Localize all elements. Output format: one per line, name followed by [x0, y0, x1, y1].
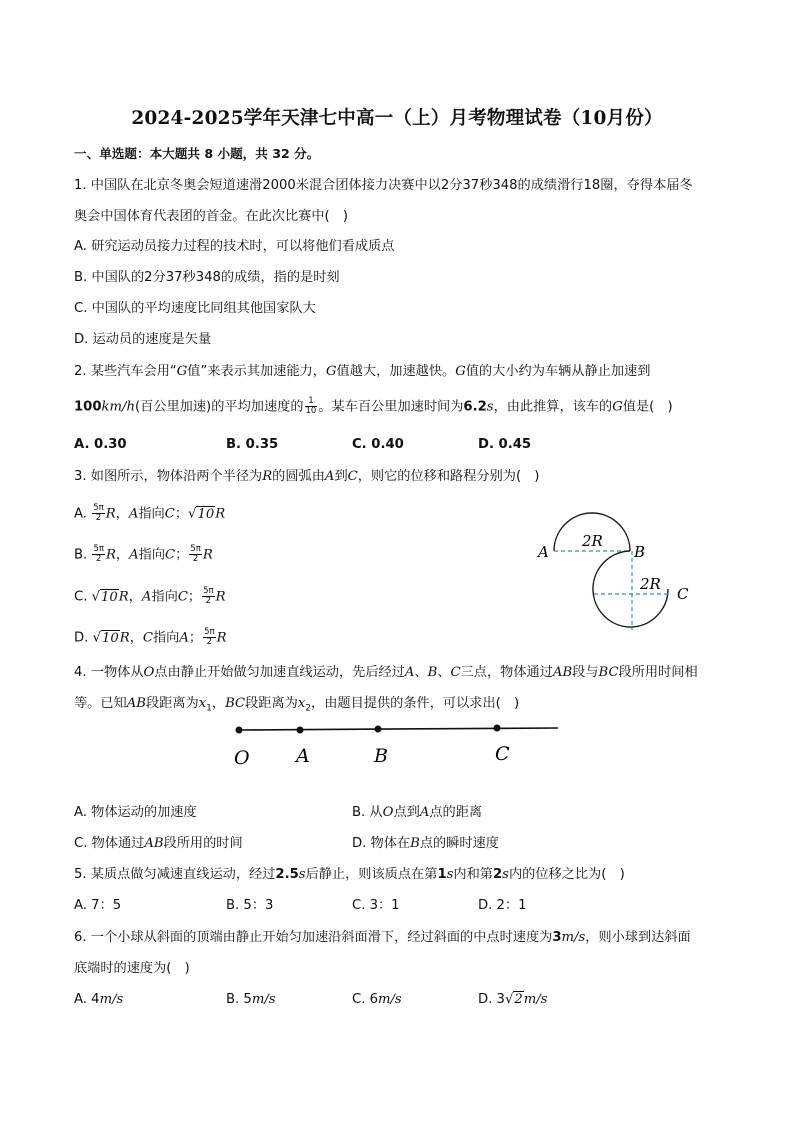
q5-option-a: A. 7：5 [74, 898, 122, 913]
q5-option-d: D. 2：1 [478, 898, 527, 913]
q4-option-a: A. 物体运动的加速度 [74, 805, 197, 820]
fraction-one-tenth: $\frac{1}{10}$ [305, 396, 317, 416]
fig-label-radius-upper: 2R [582, 532, 603, 550]
point-a [297, 727, 304, 734]
q4-stem-line2: 等。已知AB段距离为$x_1$，BC段距离为$x_2$，由题目提供的条件，可以求出( ) [74, 696, 520, 714]
q1-option-c: C. 中国队的平均速度比同组其他国家队大 [74, 301, 316, 316]
q3-stem: 3. 如图所示，物体沿两个半径为R的圆弧由A到C，则它的位移和路程分别为( ) [74, 469, 540, 484]
fig-label-a: A [538, 543, 549, 561]
q3-option-b: B. $\frac{5\pi}{2}$ R，A指向C； $\frac{5\pi}{2}$ R [74, 544, 213, 564]
fig-label-b: B [634, 543, 646, 561]
point-b [375, 726, 382, 733]
q6-option-a: A. 4m/s [74, 992, 124, 1007]
q1-stem-line1: 1. 中国队在北京冬奥会短道速滑2000米混合团体接力决赛中以2分37秒348的成绩滑行18圈，夺得本届冬 [74, 178, 693, 193]
q1-option-a: A. 研究运动员接力过程的技术时，可以将他们看成质点 [74, 239, 395, 254]
q1-option-d: D. 运动员的速度是矢量 [74, 332, 212, 347]
line-label-b: B [374, 745, 388, 767]
q4-option-c: C. 物体通过AB段所用的时间 [74, 836, 243, 851]
q4-stem-line1: 4. 一物体从O点由静止开始做匀加速直线运动，先后经过A、B、C三点，物体通过AB段与BC段所用时间相 [74, 665, 698, 680]
line-label-a: A [296, 745, 310, 767]
q2-stem-line1: 2. 某些汽车会用“G值”来表示其加速能力，G值越大，加速越快。G值的大小约为车辆从静止加速到 [74, 364, 651, 379]
q4-option-d: D. 物体在B点的瞬时速度 [352, 836, 499, 851]
q5-stem: 5. 某质点做匀减速直线运动，经过2.5s后静止，则该质点在第1s内和第2s内的位移之比为( ) [74, 867, 625, 882]
q2-stem-line2: 100km/h(百公里加速)的平均加速度的 $\frac{1}{10}$ 。某车百公里加速时间为6.2s，由此推算，该车的G值是( ) [74, 396, 673, 416]
q2-option-b: B. 0.35 [226, 437, 279, 452]
fig-label-radius-lower: 2R [640, 575, 661, 593]
q6-stem-line1: 6. 一个小球从斜面的顶端由静止开始匀加速沿斜面滑下，经过斜面的中点时速度为3m/s，则小球到达斜面 [74, 930, 691, 945]
q4-line-figure [225, 718, 565, 773]
point-c [494, 725, 501, 732]
q6-option-b: B. 5m/s [226, 992, 276, 1007]
q3-arc-figure [530, 505, 700, 635]
q2-option-a: A. 0.30 [74, 437, 127, 452]
q6-option-c: C. 6m/s [352, 992, 402, 1007]
point-o [236, 727, 243, 734]
q3-option-d: D. √10R，C指向A； $\frac{5\pi}{2}$ R [74, 627, 227, 647]
q6-option-d: D. 3√2m/s [478, 992, 548, 1007]
q3-option-a: A. $\frac{5\pi}{2}$ R，A指向C；√10R [74, 503, 226, 523]
section-heading: 一、单选题：本大题共 8 小题，共 32 分。 [74, 146, 320, 161]
q1-option-b: B. 中国队的2分37秒348的成绩，指的是时刻 [74, 270, 340, 285]
q6-stem-line2: 底端时的速度为( ) [74, 961, 190, 976]
q3-option-c: C. √10R，A指向C； $\frac{5\pi}{2}$ R [74, 586, 226, 606]
q2-option-d: D. 0.45 [478, 437, 532, 452]
q4-option-b: B. 从O点到A点的距离 [352, 805, 483, 820]
q5-option-c: C. 3：1 [352, 898, 400, 913]
line-label-o: O [234, 747, 250, 769]
line-label-c: C [495, 743, 510, 765]
fig-label-c: C [677, 585, 689, 603]
motion-line [237, 728, 558, 730]
q2-option-c: C. 0.40 [352, 437, 404, 452]
q1-stem-line2: 奥会中国体育代表团的首金。在此次比赛中( ) [74, 209, 349, 224]
q5-option-b: B. 5：3 [226, 898, 274, 913]
page-title: 2024-2025学年天津七中高一（上）月考物理试卷（10月份） [131, 108, 663, 129]
